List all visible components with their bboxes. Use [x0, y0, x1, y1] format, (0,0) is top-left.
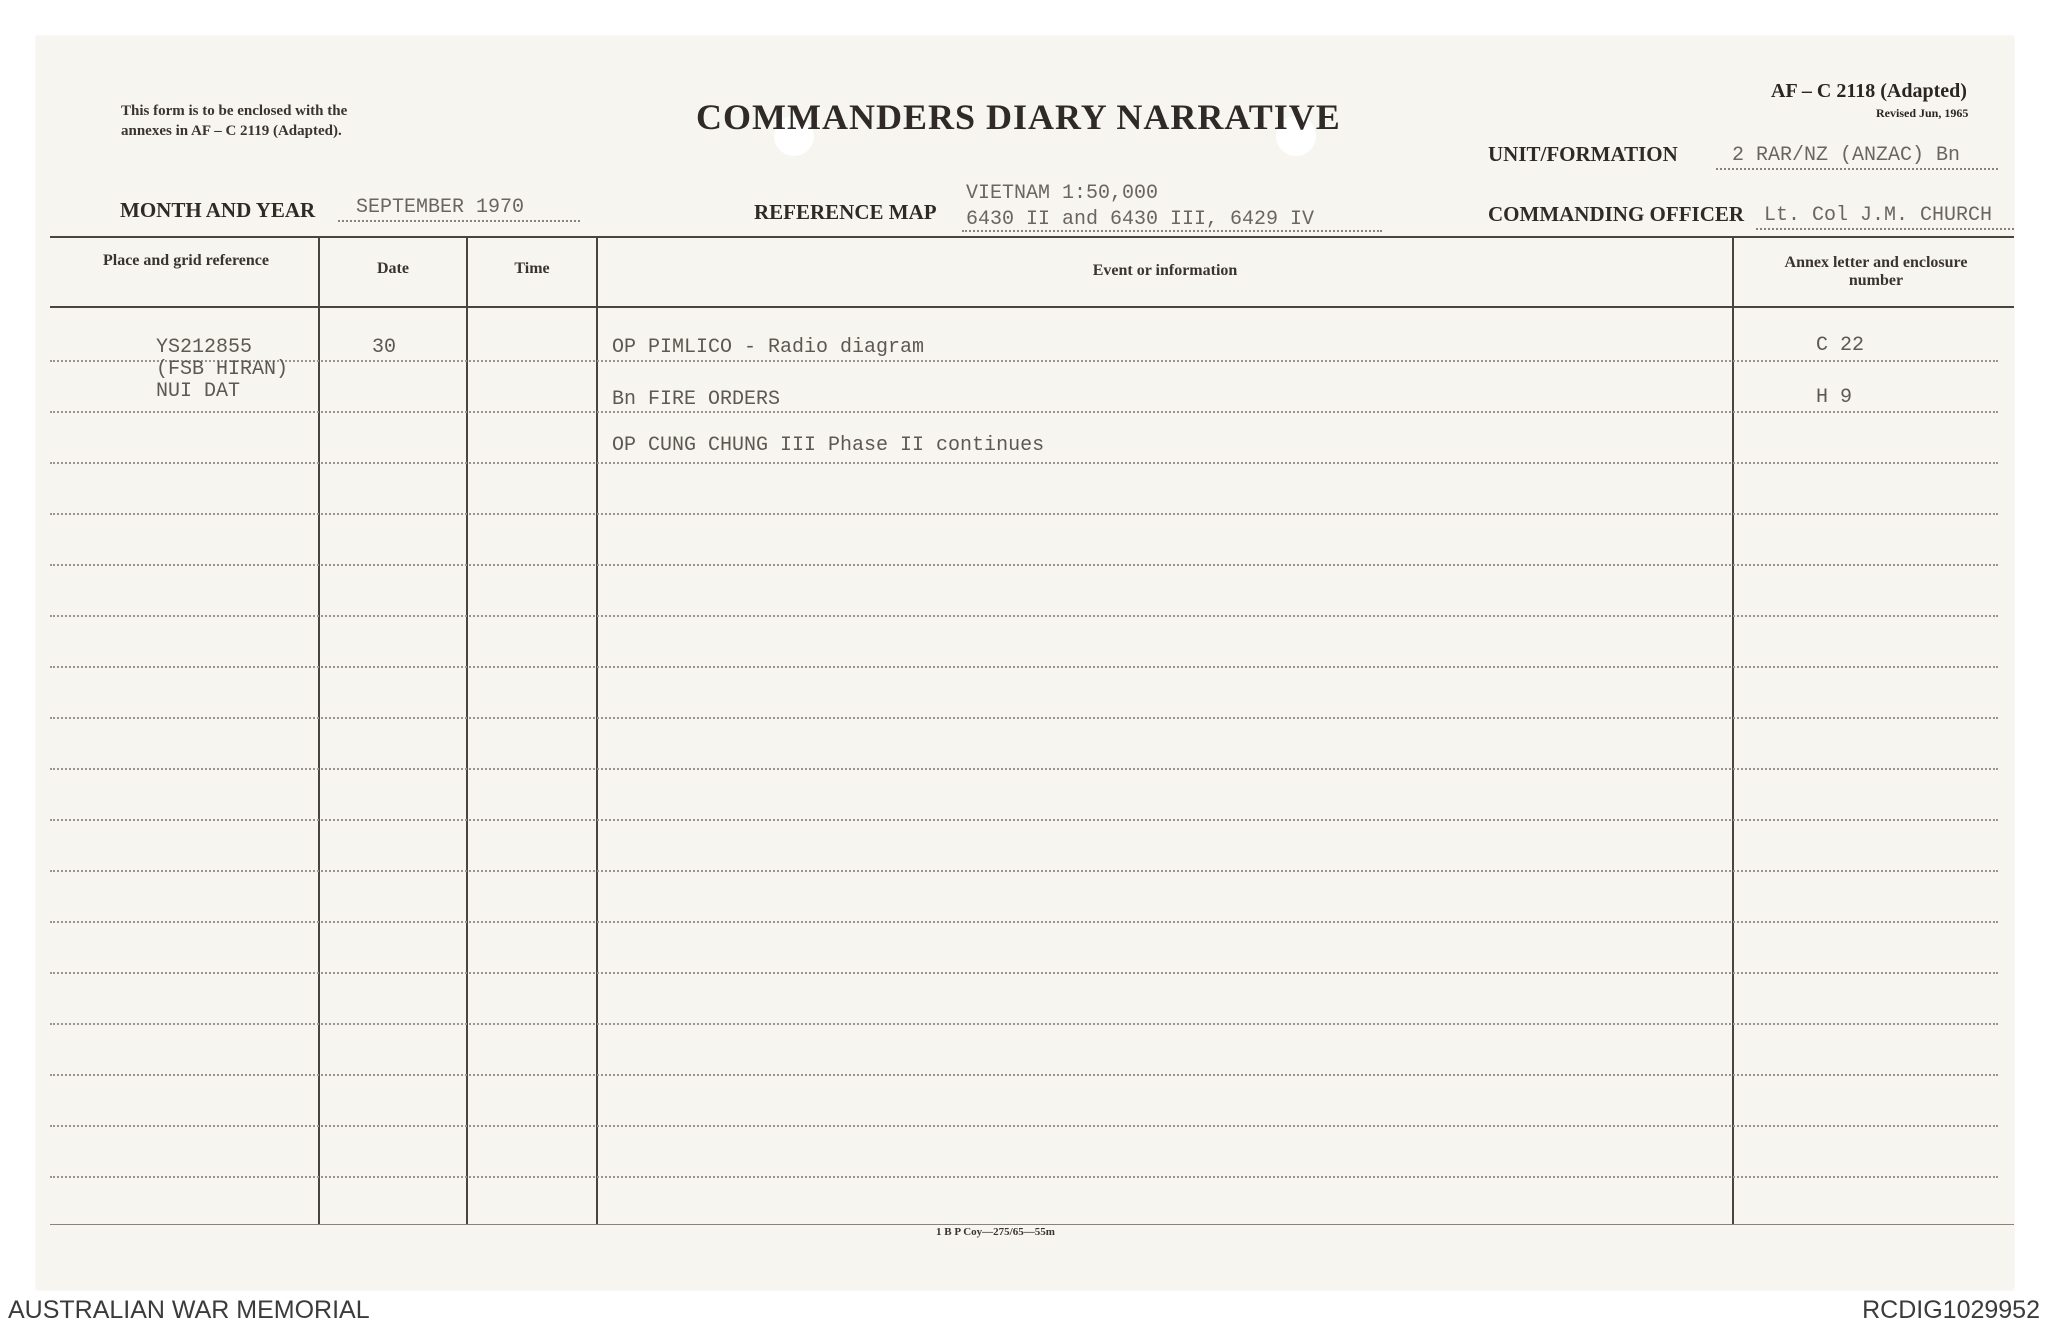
ruled-line [50, 921, 1998, 923]
unit-formation-field [1716, 144, 1998, 170]
reference-map-value-2: 6430 II and 6430 III, 6429 IV [966, 208, 1315, 231]
reference-map-field [962, 208, 1382, 232]
commanding-officer-field [1756, 204, 2014, 230]
footer-archive-name: AUSTRALIAN WAR MEMORIAL [8, 1296, 370, 1324]
ruled-line [50, 870, 1998, 872]
ruled-line [50, 1023, 1998, 1025]
ruled-line [50, 462, 1998, 464]
ruled-line [50, 819, 1998, 821]
commanding-officer-value: Lt. Col J.M. CHURCH [1764, 204, 1993, 227]
unit-formation-value: 2 RAR/NZ (ANZAC) Bn [1732, 144, 1961, 167]
ruled-line [50, 972, 1998, 974]
header-annex-enclosure: Annex letter and enclosure number [1784, 254, 1968, 289]
event-entry: OP PIMLICO - Radio diagram [612, 336, 925, 359]
header-date: Date [377, 260, 409, 277]
ruled-line [50, 1176, 1998, 1178]
ruled-line [50, 1074, 1998, 1076]
annex-entry: H 9 [1816, 386, 1853, 409]
header-bottom-border [50, 306, 2014, 308]
header-event-information: Event or information [1092, 262, 1238, 279]
ruled-line [50, 717, 1998, 719]
header-time: Time [514, 260, 550, 277]
form-title: COMMANDERS DIARY NARRATIVE [696, 97, 1341, 137]
diary-form-sheet [36, 36, 2014, 1290]
month-year-label: MONTH AND YEAR [120, 198, 316, 222]
event-entry: OP CUNG CHUNG III Phase II continues [612, 434, 1045, 457]
ruled-line [50, 513, 1998, 515]
place-fsb-entry: (FSB HIRAN) [156, 358, 289, 381]
header-place-grid-reference: Place and grid reference [102, 252, 270, 269]
ruled-line [50, 411, 1998, 413]
ruled-line [50, 1125, 1998, 1127]
ruled-line [50, 360, 1998, 362]
event-entry: Bn FIRE ORDERS [612, 388, 781, 411]
place-grid-reference-entry: YS212855 [156, 336, 253, 359]
reference-map-label: REFERENCE MAP [754, 200, 937, 224]
month-year-field [338, 196, 580, 222]
unit-formation-label: UNIT/FORMATION [1488, 142, 1678, 166]
revised-date: Revised Jun, 1965 [1876, 106, 1969, 120]
ruled-line [50, 615, 1998, 617]
commanding-officer-label: COMMANDING OFFICER [1488, 202, 1745, 226]
footer-record-id: RCDIG1029952 [1862, 1296, 2040, 1324]
enclosure-note-line1: This form is to be enclosed with the [121, 103, 348, 119]
ruled-line [50, 768, 1998, 770]
printer-imprint: 1 B P Coy—275/65—55m [936, 1226, 1055, 1238]
ruled-line [50, 564, 1998, 566]
annex-entry: C 22 [1816, 334, 1865, 357]
table-bottom-border [50, 1224, 2014, 1225]
month-year-value: SEPTEMBER 1970 [356, 196, 525, 219]
table-top-border [50, 236, 2014, 238]
ruled-line [50, 666, 1998, 668]
date-entry: 30 [372, 336, 397, 359]
form-number: AF – C 2118 (Adapted) [1771, 80, 1967, 102]
enclosure-note-line2: annexes in AF – C 2119 (Adapted). [121, 123, 342, 139]
place-nui-dat-entry: NUI DAT [156, 380, 241, 403]
reference-map-value-1: VIETNAM 1:50,000 [966, 182, 1159, 205]
